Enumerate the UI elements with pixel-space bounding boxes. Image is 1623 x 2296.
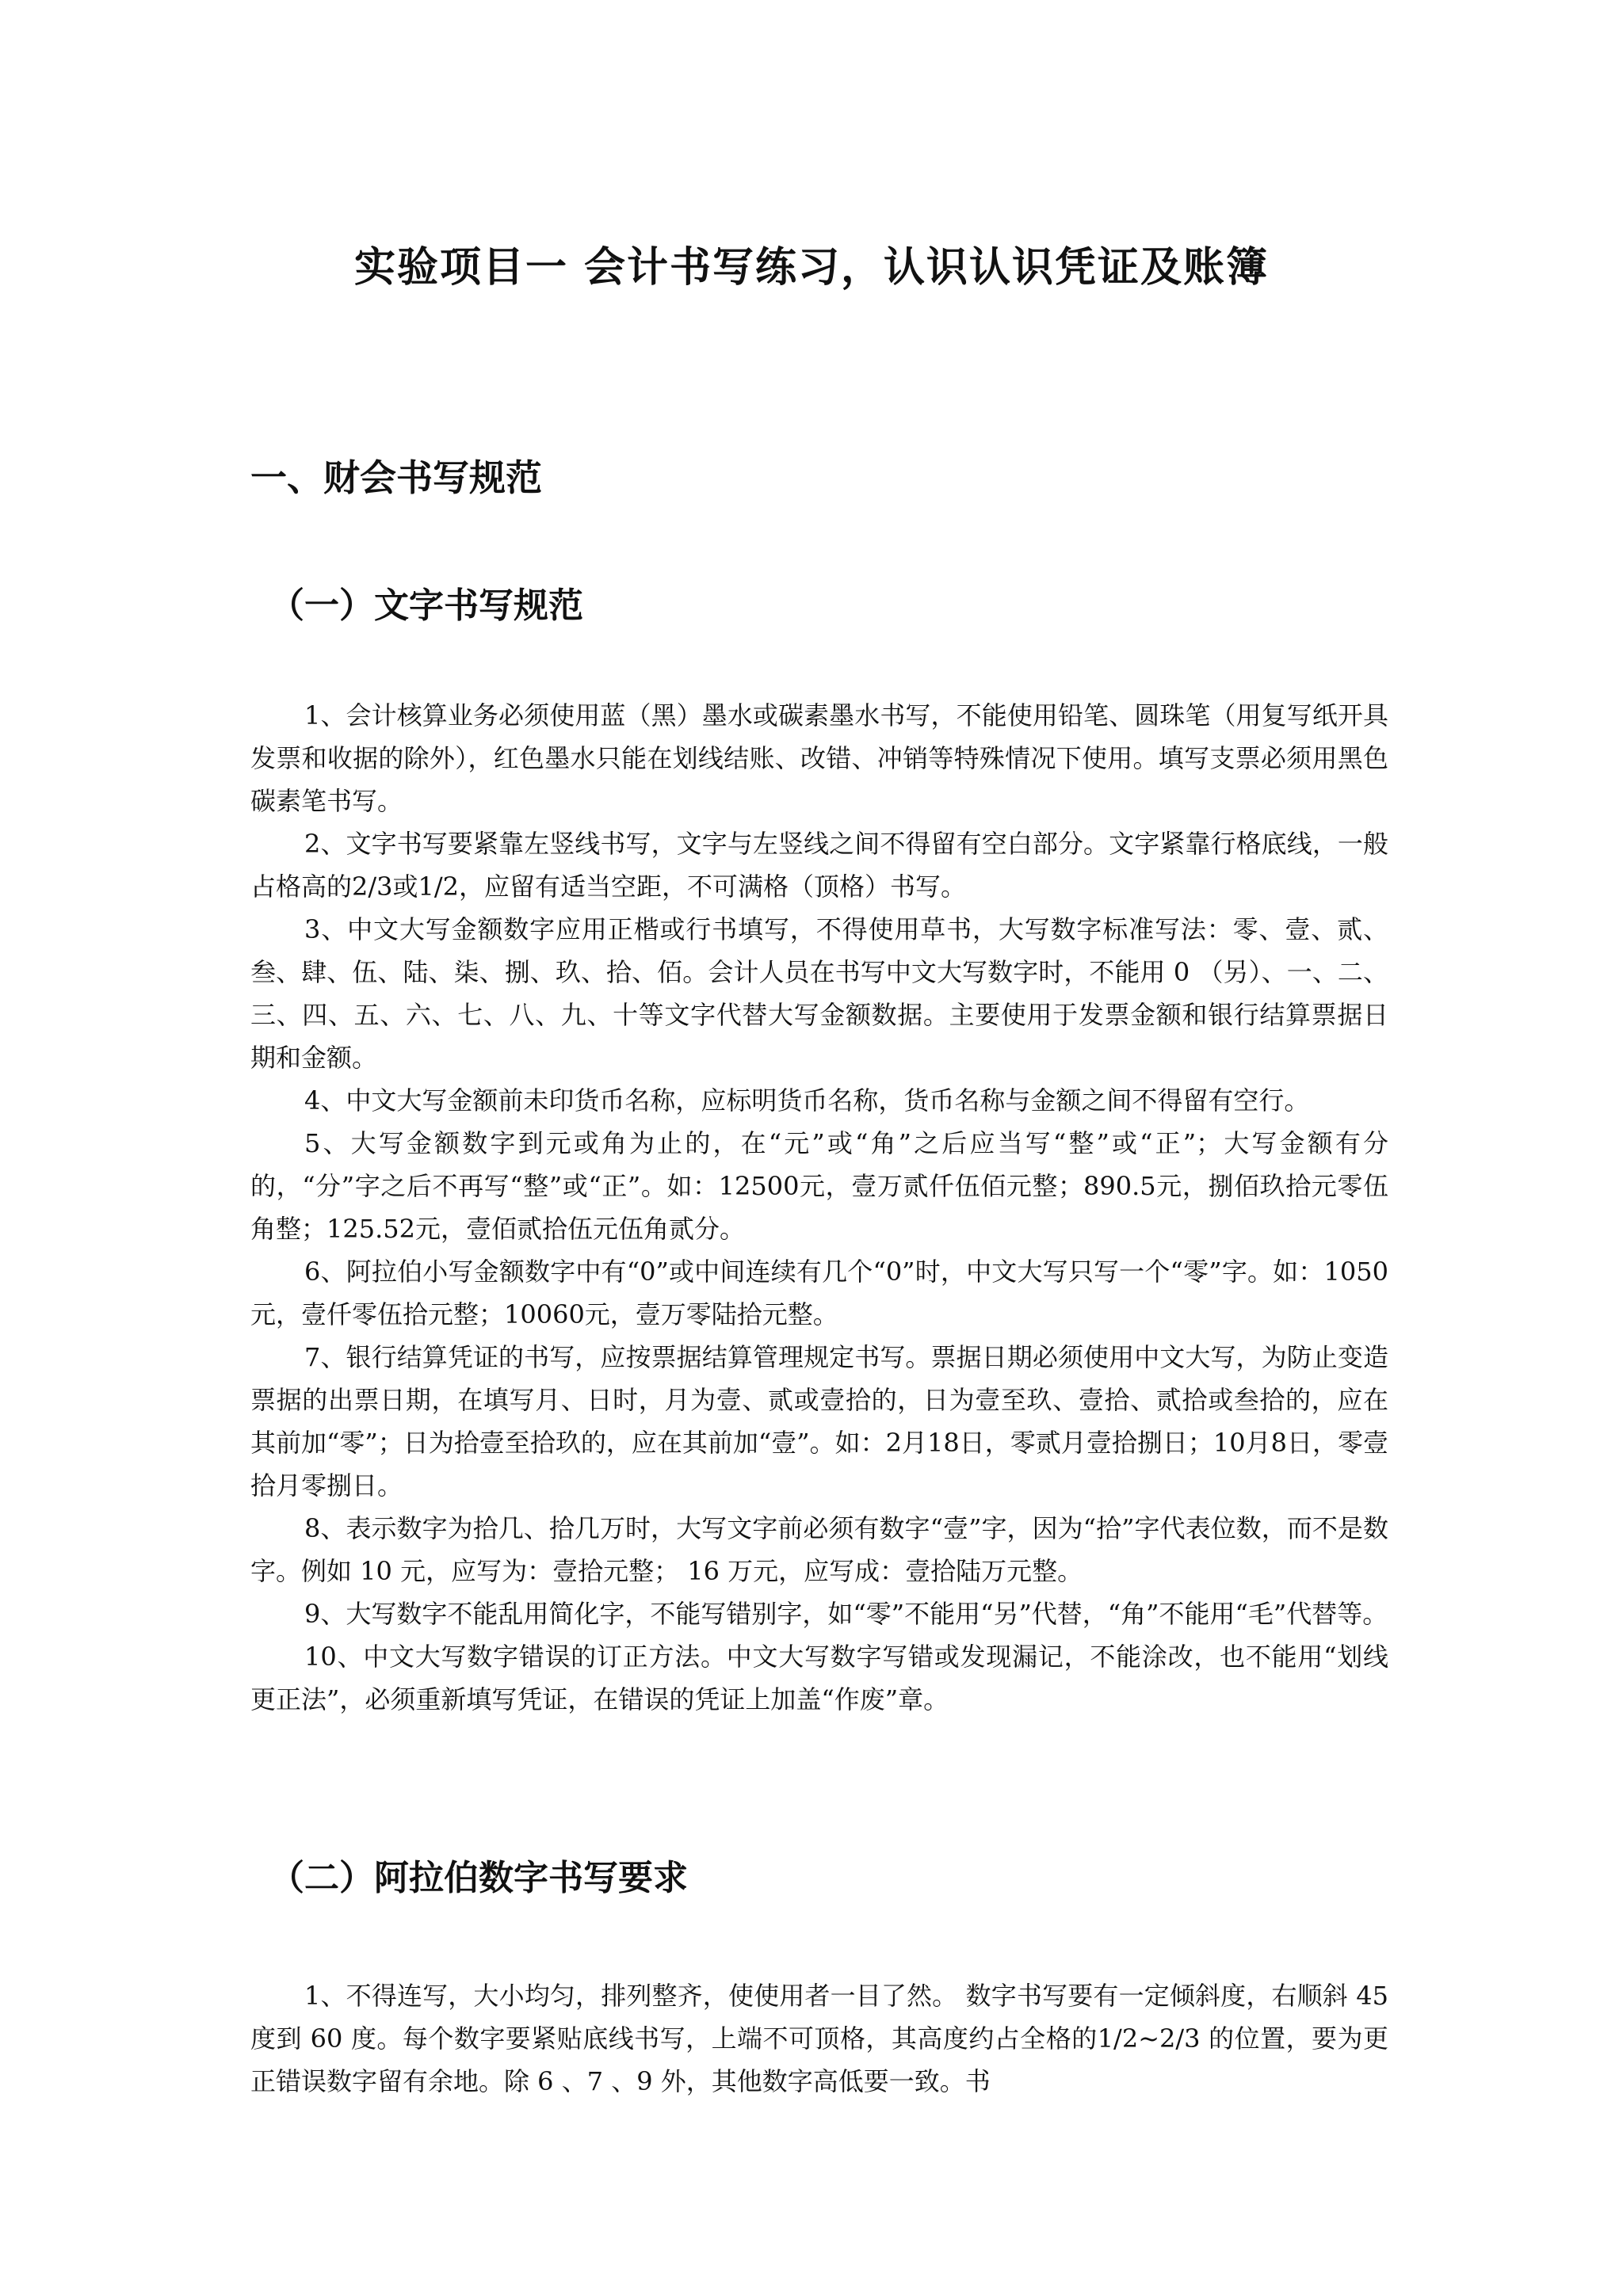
section-heading-standards: 一、财会书写规范	[250, 456, 542, 499]
text-writing-rules	[250, 694, 1388, 1721]
subsection-heading-arabic-numerals: （二）阿拉伯数字书写要求	[269, 1858, 688, 1898]
numeral-rule-paragraph-1: 1、不得连写，大小均匀，排列整齐，使使用者一目了然。 数字书写要有一定倾斜度，右顺斜 45 度到 60 度。每个数字要紧贴底线书写，上端不可顶格，其高度约占全格的1/2~2/3 的位置，要为更正错误数字留有余地。除 6 、7 、9 外，其他数字高低要一致。书	[250, 1981, 1388, 2096]
rule-paragraph-1: 1、会计核算业务必须使用蓝（黑）墨水或碳素墨水书写，不能使用铅笔、圆珠笔（用复写纸开具发票和收据的除外），红色墨水只能在划线结账、改错、冲销等特殊情况下使用。填写支票必须用黑色碳素笔书写。	[250, 700, 1388, 816]
rule-paragraph-2: 2、文字书写要紧靠左竖线书写，文字与左竖线之间不得留有空白部分。文字紧靠行格底线，一般占格高的2/3或1/2，应留有适当空距，不可满格（顶格）书写。	[250, 829, 1388, 902]
rule-paragraph-5: 5、大写金额数字到元或角为止的，在“元”或“角”之后应当写“整”或“正”；大写金额有分的，“分”字之后不再写“整”或“正”。如：12500元，壹万贰仟伍佰元整；890.5元，捌佰玖拾元零伍角整；125.52元，壹佰贰拾伍元伍角贰分。	[250, 1128, 1388, 1244]
arabic-numeral-rules	[250, 1974, 1388, 2103]
subsection-heading-text-writing: （一）文字书写规范	[269, 585, 583, 626]
document-title: 实验项目一 会计书写练习，认识认识凭证及账簿	[353, 244, 1270, 292]
rule-paragraph-6: 6、阿拉伯小写金额数字中有“0”或中间连续有几个“0”时，中文大写只写一个“零”字。如：1050元，壹仟零伍拾元整；10060元，壹万零陆拾元整。	[250, 1257, 1388, 1329]
rule-paragraph-10: 10、中文大写数字错误的订正方法。中文大写数字写错或发现漏记，不能涂改，也不能用“划线更正法”，必须重新填写凭证，在错误的凭证上加盖“作废”章。	[250, 1642, 1388, 1714]
rule-paragraph-3: 3、中文大写金额数字应用正楷或行书填写，不得使用草书，大写数字标准写法：零、壹、贰、叁、肆、伍、陆、柒、捌、玖、拾、佰。会计人员在书写中文大写数字时，不能用 0 （另）、一、二、三、四、五、六、七、八、九、十等文字代替大写金额数据。主要使用于发票金额和银行结算票据日期和金额。	[250, 914, 1388, 1073]
rule-paragraph-4: 4、中文大写金额前未印货币名称，应标明货币名称，货币名称与金额之间不得留有空行。	[304, 1085, 1310, 1116]
rule-paragraph-9: 9、大写数字不能乱用简化字，不能写错别字，如“零”不能用“另”代替，“角”不能用“毛”代替等。	[304, 1599, 1388, 1629]
rule-paragraph-7: 7、银行结算凭证的书写，应按票据结算管理规定书写。票据日期必须使用中文大写，为防止变造票据的出票日期，在填写月、日时，月为壹、贰或壹拾的，日为壹至玖、壹拾、贰拾或叁拾的，应在其前加“零”；日为拾壹至拾玖的，应在其前加“壹”。如：2月18日，零贰月壹拾捌日；10月8日，零壹拾月零捌日。	[250, 1342, 1388, 1501]
rule-paragraph-8: 8、表示数字为拾几、拾几万时，大写文字前必须有数字“壹”字，因为“拾”字代表位数，而不是数字。例如 10 元，应写为：壹拾元整； 16 万元，应写成：壹拾陆万元整。	[250, 1513, 1388, 1586]
